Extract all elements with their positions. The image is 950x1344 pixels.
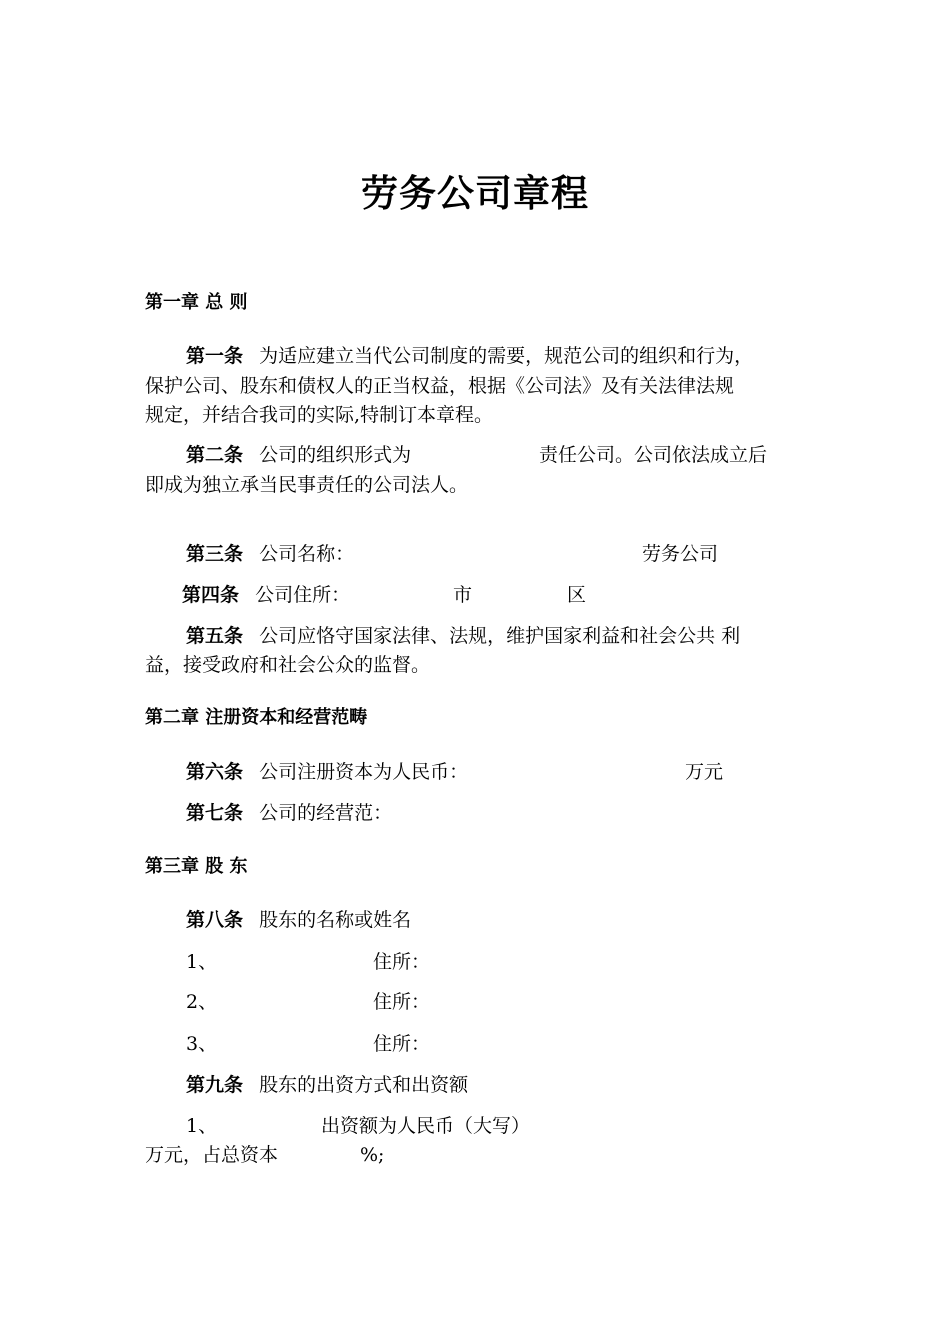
contribution-item-text: 出资额为人民币（大写） — [321, 1115, 531, 1137]
document-title: 劳务公司章程 — [361, 172, 589, 215]
contribution-amount-text: 万元，占总资本 — [145, 1144, 279, 1166]
chapter-heading: 第三章 股 东 — [145, 856, 248, 877]
article-text: 公司注册资本为人民币： — [259, 761, 469, 783]
article-text-line: 即成为独立承当民事责任的公司法人。 — [145, 474, 469, 496]
article-4 — [182, 580, 350, 610]
article-text-line: 规定，并结合我司的实际,特制订本章程。 — [145, 404, 494, 426]
shareholder-item-address: 住所： — [373, 991, 431, 1013]
article-7 — [186, 798, 392, 828]
article-label: 第八条 — [186, 909, 244, 931]
article-text: 股东的出资方式和出资额 — [259, 1074, 469, 1096]
shareholder-item-num: 2、 — [186, 991, 218, 1013]
article-text: 万元 — [685, 761, 724, 783]
contribution-percent-text: %; — [360, 1144, 385, 1166]
article-5 — [186, 621, 740, 651]
article-text: 公司的组织形式为 — [259, 444, 412, 466]
shareholder-item-num: 3、 — [186, 1033, 218, 1055]
article-label: 第九条 — [186, 1074, 244, 1096]
article-text-line: 保护公司、股东和债权人的正当权益，根据《公司法》及有关法律法规 — [145, 375, 735, 397]
article-text: 公司应恪守国家法律、法规，维护国家利益和社会公共 利 — [259, 625, 741, 647]
article-3 — [186, 539, 354, 569]
contribution-item-num: 1、 — [186, 1115, 218, 1137]
article-label: 第六条 — [186, 761, 244, 783]
article-text: 市 — [453, 584, 473, 606]
article-text: 区 — [567, 584, 587, 606]
article-2 — [186, 440, 411, 470]
article-6 — [186, 757, 468, 787]
article-label: 第七条 — [186, 802, 244, 824]
article-8 — [186, 905, 411, 935]
chapter-heading: 第二章 注册资本和经营范畴 — [145, 707, 368, 728]
article-label: 第一条 — [186, 345, 244, 367]
article-text: 股东的名称或姓名 — [259, 909, 412, 931]
shareholder-item-address: 住所： — [373, 1033, 431, 1055]
article-label: 第五条 — [186, 625, 244, 647]
article-9 — [186, 1070, 468, 1100]
article-text-line: 益，接受政府和社会公众的监督。 — [145, 654, 431, 676]
article-label: 第三条 — [186, 543, 244, 565]
article-text: 公司的经营范： — [259, 802, 393, 824]
article-1 — [186, 341, 753, 371]
shareholder-item-num: 1、 — [186, 951, 218, 973]
article-label: 第二条 — [186, 444, 244, 466]
article-text: 劳务公司 — [642, 543, 719, 565]
article-text: 公司名称： — [259, 543, 355, 565]
shareholder-item-address: 住所： — [373, 951, 431, 973]
article-text: 为适应建立当代公司制度的需要，规范公司的组织和行为， — [259, 345, 754, 367]
chapter-heading: 第一章 总 则 — [145, 292, 248, 313]
article-text: 公司住所： — [255, 584, 351, 606]
article-label: 第四条 — [182, 584, 240, 606]
article-text: 责任公司。公司依法成立后 — [539, 444, 768, 466]
